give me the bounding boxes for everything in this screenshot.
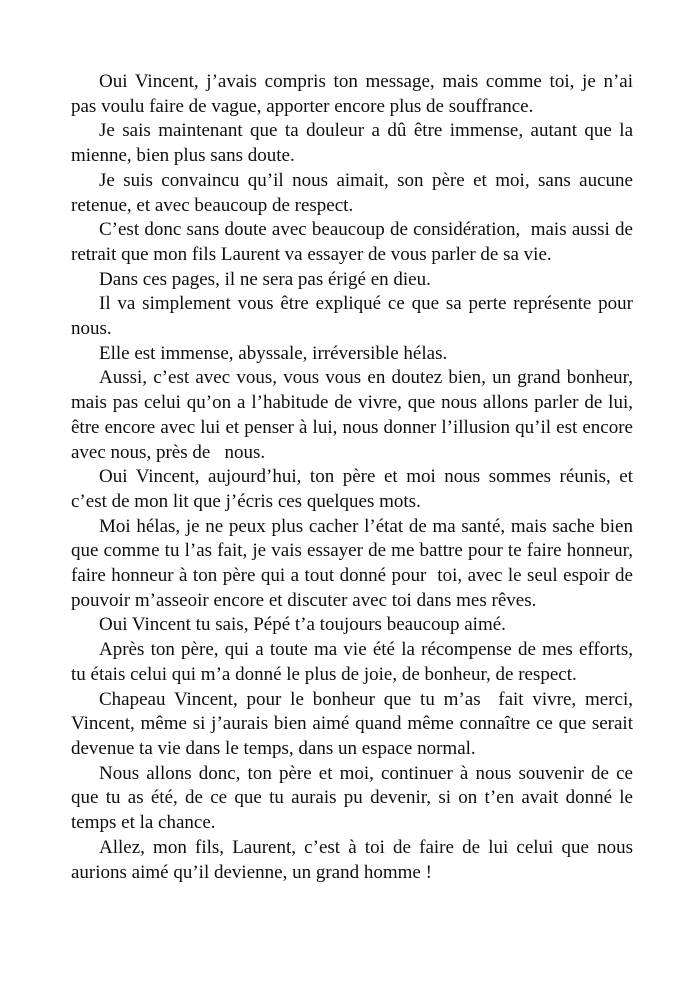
- paragraph: Chapeau Vincent, pour le bonheur que tu m’as fait vivre, merci, Vincent, même si j’aurais bien aimé quand même connaître ce que serait devenue ta vie dans le temps, dans un espace normal.: [71, 688, 638, 759]
- paragraph: Oui Vincent tu sais, Pépé t’a toujours beaucoup aimé.: [99, 614, 506, 636]
- paragraph: Oui Vincent, aujourd’hui, ton père et moi nous sommes réunis, et c’est de mon lit que j’écris ces quelques mots.: [71, 466, 638, 512]
- paragraph: Nous allons donc, ton père et moi, continuer à nous souvenir de ce que tu as été, de ce que tu aurais pu devenir, si on t’en avait donné le temps et la chance.: [71, 762, 638, 834]
- paragraph: Après ton père, qui a toute ma vie été la récompense de mes efforts, tu étais celui qui m’a donné le plus de joie, de bonheur, de respect.: [71, 639, 638, 685]
- paragraph: Allez, mon fils, Laurent, c’est à toi de faire de lui celui que nous aurions aimé qu’il devienne, un grand homme !: [71, 836, 638, 883]
- paragraph: Je sais maintenant que ta douleur a dû être immense, autant que la mienne, bien plus sans doute.: [71, 120, 638, 167]
- paragraph: Aussi, c’est avec vous, vous vous en doutez bien, un grand bonheur, mais pas celui qu’on a l’habitude de vivre, que nous allons parler de lui, être encore avec lui et penser à lui, nous donner l’illusion qu’il est encore avec nous, près de nous.: [71, 367, 638, 463]
- paragraph: Elle est immense, abyssale, irréversible hélas.: [99, 342, 448, 364]
- paragraph: Dans ces pages, il ne sera pas érigé en dieu.: [99, 268, 431, 290]
- paragraph: Oui Vincent, j’avais compris ton message, mais comme toi, je n’ai pas voulu faire de vague, apporter encore plus de souffrance.: [71, 71, 638, 117]
- page-text-block: [71, 70, 638, 885]
- paragraph: Je suis convaincu qu’il nous aimait, son père et moi, sans aucune retenue, et avec beaucoup de respect.: [71, 169, 638, 216]
- paragraph: C’est donc sans doute avec beaucoup de considération, mais aussi de retrait que mon fils Laurent va essayer de vous parler de sa vie.: [71, 219, 638, 265]
- paragraph: Il va simplement vous être expliqué ce que sa perte représente pour nous.: [71, 293, 638, 340]
- paragraph: Moi hélas, je ne peux plus cacher l’état de ma santé, mais sache bien que comme tu l’as fait, je vais essayer de me battre pour te faire honneur, faire honneur à ton père qui a tout donné pour toi, avec le seul espoir de pouvoir m’asseoir encore et discuter avec toi dans mes rêves.: [71, 515, 638, 611]
